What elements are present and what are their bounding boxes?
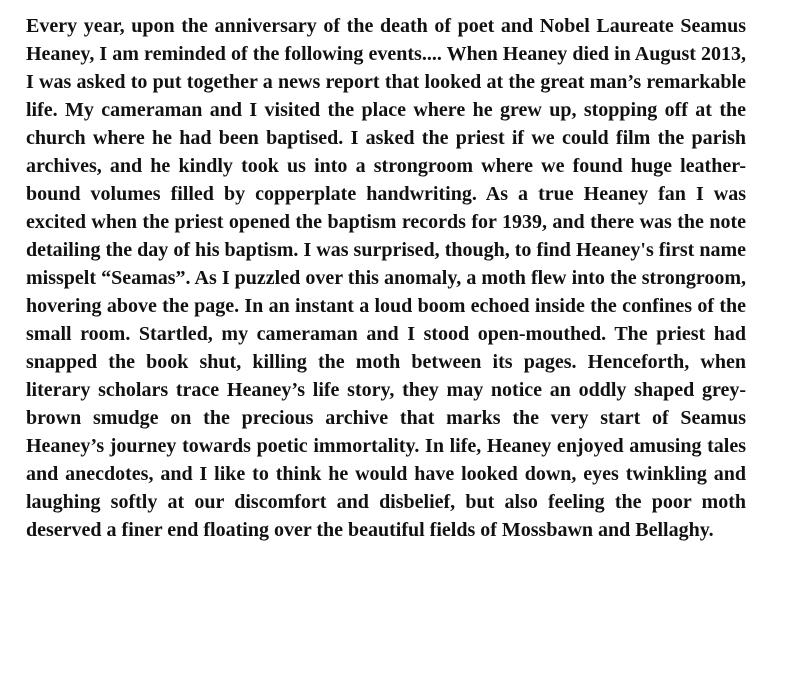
body-paragraph: Every year, upon the anniversary of the death of poet and Nobel Laureate Seamus Heaney, I am reminded of the following events.... When Heaney died in August 2013, I was asked to put together a news report that looked at the great man’s remarkable life. My cameraman and I visited the place where he grew up, stopping off at the church where he had been baptised. I asked the priest if we could film the parish archives, and he kindly took us into a strongroom where we found huge leather-bound volumes filled by copperplate handwriting. As a true Heaney fan I was excited when the priest opened the baptism records for 1939, and there was the note detailing the day of his baptism. I was surprised, though, to find Heaney's first name misspelt “Seamas”. As I puzzled over this anomaly, a moth flew into the strongroom, hovering above the page. In an instant a loud boom echoed inside the confines of the small room. Startled, my cameraman and I stood open-mouthed. The priest had snapped the book shut, killing the moth between its pages. Henceforth, when literary scholars trace Heaney’s life story, they may notice an oddly shaped grey-brown smudge on the precious archive that marks the very start of Seamus Heaney’s journey towards poetic immortality. In life, Heaney enjoyed amusing tales and anecdotes, and I like to think he would have looked down, eyes twinkling and laughing softly at our discomfort and disbelief, but also feeling the poor moth deserved a finer end floating over the beautiful fields of Mossbawn and Bellaghy. [26,15,746,541]
document-page [26,12,746,544]
